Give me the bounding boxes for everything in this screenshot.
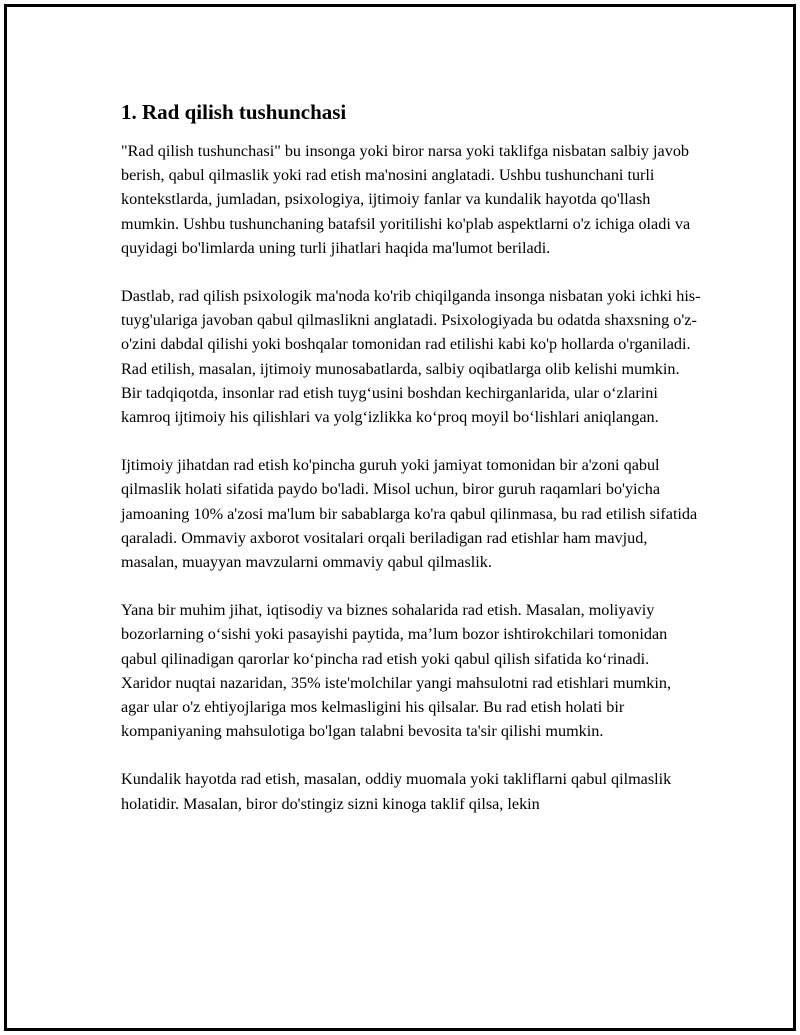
paragraph-5: Kundalik hayotda rad etish, masalan, oddiy muomala yoki takliflarni qabul qilmaslik holatidir. Masalan, biror do'stingiz sizni kinoga taklif qilsa, lekin — [121, 770, 672, 813]
section-title: 1. Rad qilish tushunchasi — [121, 100, 347, 124]
page-frame — [4, 4, 796, 1031]
paragraph-1: "Rad qilish tushunchasi" bu insonga yoki biror narsa yoki taklifga nisbatan salbiy javob berish, qabul qilmaslik yoki rad etish ma'nosini anglatadi. Ushbu tushunchani turli kontekstlarda, jumladan, psixologiya, ijtimoiy fanlar va kundalik hayotda qo'llash mumkin. Ushbu tushunchaning batafsil yoritilishi ko'plab aspektlarni o'z ichiga oladi va quyidagi bo'limlarda uning turli jihatlari haqida ma'lumot beriladi. — [121, 142, 691, 257]
document-body — [121, 99, 701, 840]
paragraph-2: Dastlab, rad qilish psixologik ma'noda ko'rib chiqilganda insonga nisbatan yoki ichki his-tuyg'ulariga javoban qabul qilmaslikni anglatadi. Psixologiyada bu odatda shaxsning o'z-o'zini dabdal qilishi yoki boshqalar tomonidan rad etilishi kabi ko'p hollarda o'rganiladi. Rad etilish, masalan, ijtimoiy munosabatlarda, salbiy oqibatlarga olib kelishi mumkin. Bir tadqiqotda, insonlar rad etish tuyg‘usini boshdan kechirganlarida, ular o‘zlarini kamroq ijtimoiy his qilishlari va yolg‘izlikka ko‘proq moyil bo‘lishlari aniqlangan. — [121, 287, 701, 427]
paragraph-4: Yana bir muhim jihat, iqtisodiy va biznes sohalarida rad etish. Masalan, moliyaviy bozorlarning o‘sishi yoki pasayishi paytida, ma’lum bozor ishtirokchilari tomonidan qabul qilinadigan qarorlar ko‘pincha rad etish yoki qabul qilish sifatida ko‘rinadi. Xaridor nuqtai nazaridan, 35% iste'molchilar yangi mahsulotni rad etishlari mumkin, agar ular o'z ehtiyojlariga mos kelmasligini his qilsalar. Bu rad etish holati bir kompaniyaning mahsulotiga bo'lgan talabni bevosita ta'sir qilishi mumkin. — [121, 601, 672, 741]
paragraph-3: Ijtimoiy jihatdan rad etish ko'pincha guruh yoki jamiyat tomonidan bir a'zoni qabul qilmaslik holati sifatida paydo bo'ladi. Misol uchun, biror guruh raqamlari bo'yicha jamoaning 10% a'zosi ma'lum bir sabablarga ko'ra qabul qilinmasa, bu rad etilish sifatida qaraladi. Ommaviy axborot vositalari orqali beriladigan rad etishlar ham mavjud, masalan, muayyan mavzularni ommaviy qabul qilmaslik. — [121, 456, 698, 572]
